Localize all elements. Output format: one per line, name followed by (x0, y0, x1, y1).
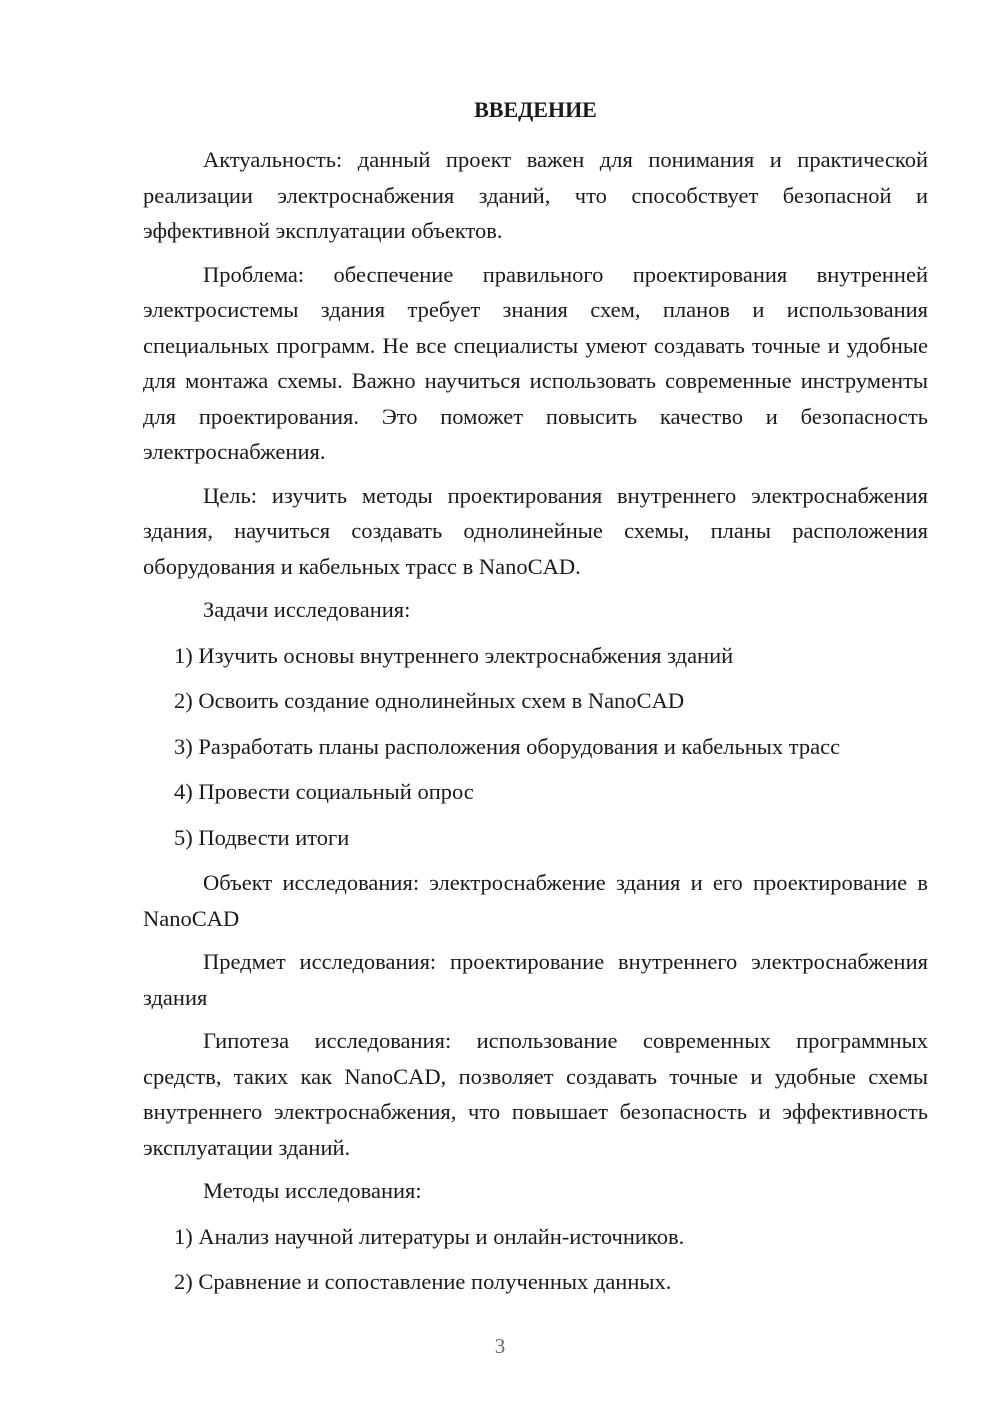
problem-paragraph: Проблема: обеспечение правильного проектирования внутренней электросистемы здания требует знания схем, планов и использования специальных программ. Не все специалисты умеют создавать точные и удобные для монтажа схемы. Важно научиться использовать современные инструменты для проектирования. Это поможет повысить качество и безопасность электроснабжения. (143, 261, 928, 464)
subject-paragraph: Предмет исследования: проектирование внутреннего электроснабжения здания (143, 949, 928, 1010)
goal-paragraph: Цель: изучить методы проектирования внутреннего электроснабжения здания, научиться создавать однолинейные схемы, планы расположения оборудования и кабельных трасс в NanoCAD. (143, 482, 928, 579)
tasks-list (143, 638, 928, 856)
methods-list (143, 1219, 928, 1300)
methods-heading: Методы исследования: (203, 1178, 422, 1203)
relevance-paragraph: Актуальность: данный проект важен для понимания и практической реализации электроснабжения зданий, что способствует безопасной и эффективной эксплуатации объектов. (143, 147, 928, 243)
object-paragraph: Объект исследования: электроснабжение здания и его проектирование в NanoCAD (143, 870, 928, 931)
hypothesis-paragraph: Гипотеза исследования: использование современных программных средств, таких как NanoCAD, позволяет создавать точные и удобные схемы внутреннего электроснабжения, что повышает безопасность и эффективность эксплуатации зданий. (143, 1028, 928, 1160)
section-title: ВВЕДЕНИЕ (474, 97, 597, 122)
list-item: 4) Провести социальный опрос (174, 779, 474, 804)
list-item: 3) Разработать планы расположения оборудования и кабельных трасс (174, 733, 841, 759)
page-content (143, 92, 928, 1310)
list-item: 2) Сравнение и сопоставление полученных данных. (174, 1269, 672, 1294)
tasks-heading: Задачи исследования: (203, 597, 411, 622)
list-item: 1) Изучить основы внутреннего электроснабжения зданий (174, 642, 734, 668)
page-number: 3 (494, 1334, 506, 1358)
list-item: 2) Освоить создание однолинейных схем в NanoCAD (174, 688, 685, 713)
list-item: 5) Подвести итоги (174, 824, 350, 850)
list-item: 1) Анализ научной литературы и онлайн-источников. (174, 1223, 685, 1249)
